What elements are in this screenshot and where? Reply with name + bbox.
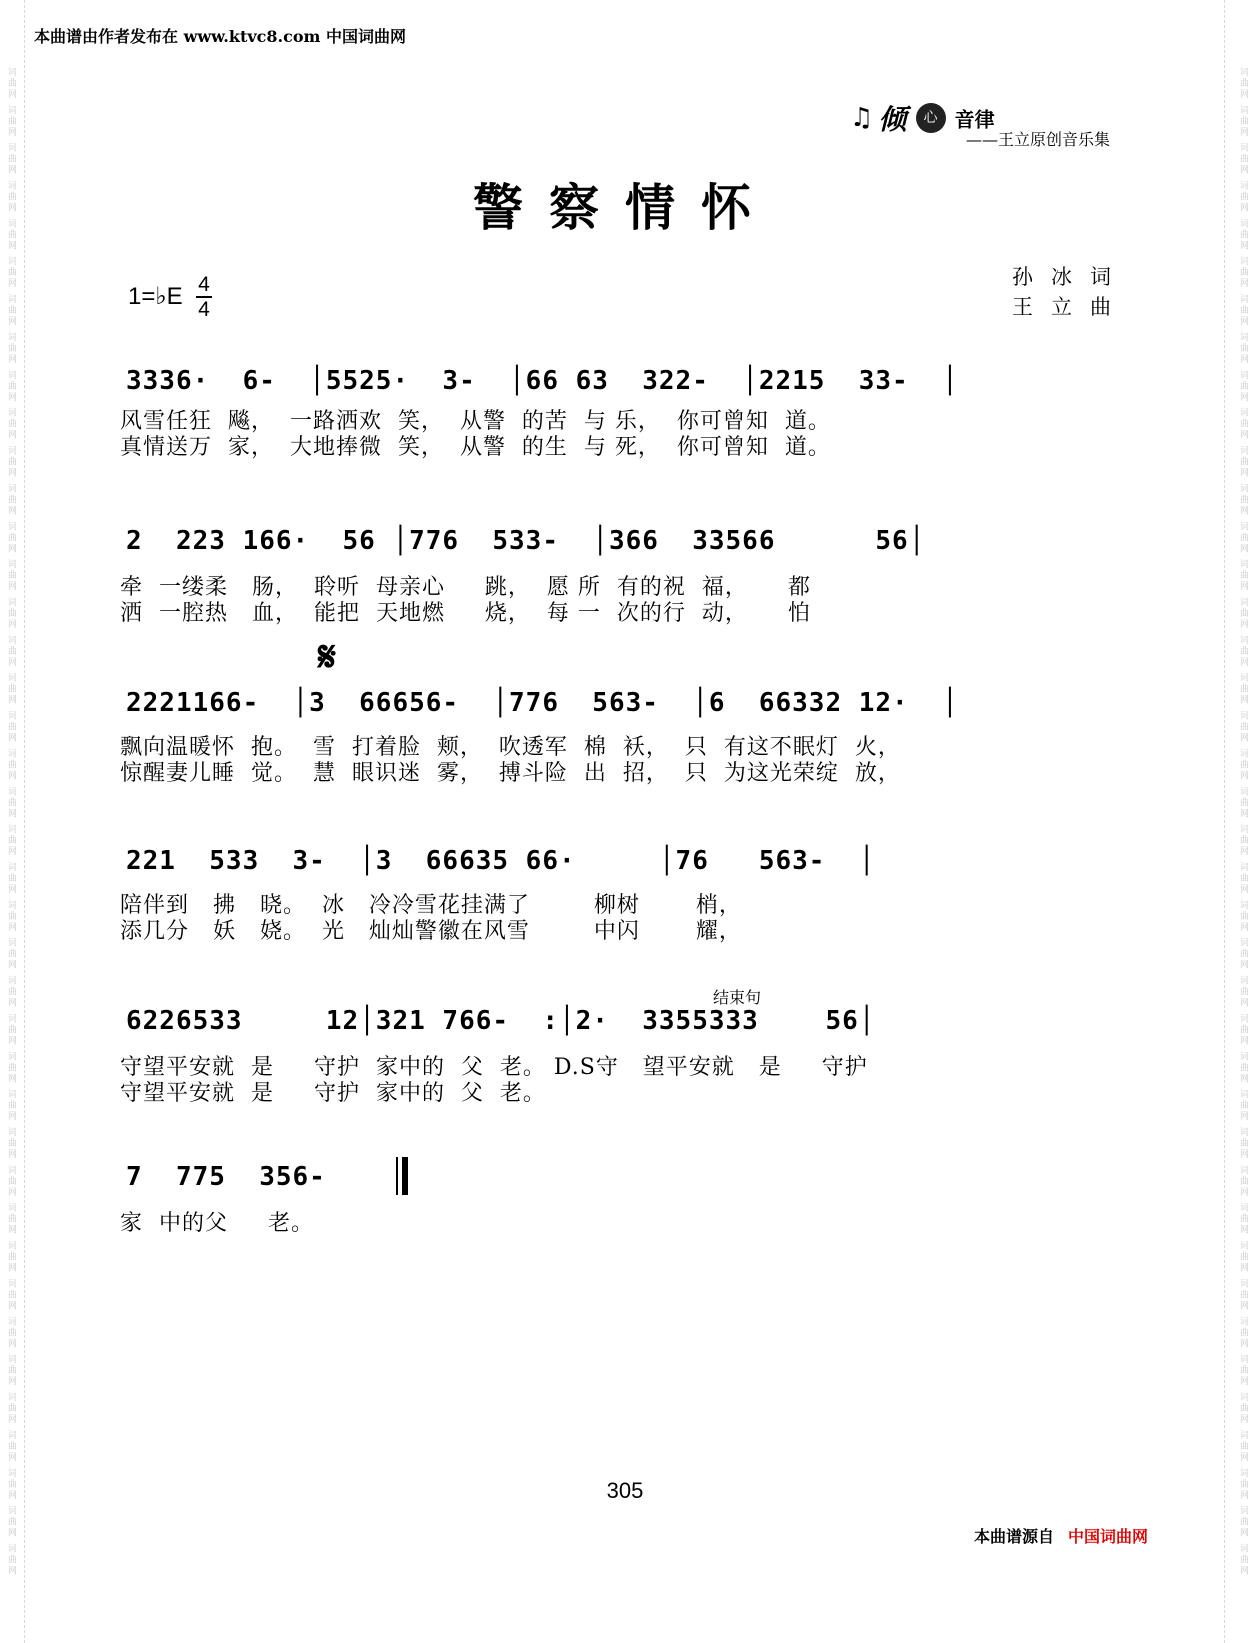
time-signature <box>196 274 212 320</box>
notation-line: 221 533 3- │3 66635 66· │76 563- │ <box>126 846 876 876</box>
lyric-verse-1: 飘向温暖怀 抱。 雪 打着脸 颊， 吹透军 棉 袄， 只 有这不眠灯 火， <box>120 735 901 760</box>
lyricist: 孙冰词 <box>1012 265 1129 289</box>
notation-line: 3336· 6- │5525· 3- │66 63 322- │2215 33- │ <box>126 366 959 396</box>
time-signature-top: 4 <box>198 273 210 296</box>
left-watermark: 词曲网 词曲网 词曲网 词曲网 词曲网 词曲网 词曲网 词曲网 词曲网 词曲网 词曲网 词曲网 词曲网 词曲网 词曲网 词曲网 词曲网 词曲网 词曲网 词曲网 词曲网 词曲网 词曲网 词曲网 词曲网 词曲网 词曲网 词曲网 词曲网 词曲网 词曲网 词曲网 词曲网 词曲网 词曲网 词曲网 词曲网 词曲网 词曲网 词曲网 <box>6 66 16 1577</box>
lyric-verse-2: 守望平安就 是 守护 家中的 父 老。 <box>120 1081 546 1106</box>
lyric-verse-1: 家 中的父 老。 <box>120 1211 314 1236</box>
final-barline <box>396 1157 408 1195</box>
heart-badge: 心 <box>916 103 946 133</box>
collection-subtitle: ——王立原创音乐集 <box>966 130 1111 149</box>
left-margin-rule <box>24 0 26 1643</box>
lyric-verse-2: 洒 一腔热 血， 能把 天地燃 烧， 每 一 次的行 动， 怕 <box>120 601 811 626</box>
lyric-verse-1: 风雪任狂 飚， 一路洒欢 笑， 从警 的苦 与 乐， 你可曾知 道。 <box>120 409 831 434</box>
notation-line: 2 223 166· 56 │776 533- │366 33566 56│ <box>126 526 926 556</box>
publish-note: 本曲谱由作者发布在 www.ktvc8.com 中国词曲网 <box>34 27 406 46</box>
song-title: 警察情怀 <box>473 178 777 237</box>
source-label: 本曲谱源自 <box>974 1527 1055 1546</box>
lyric-verse-1: 陪伴到 拂 晓。 冰 冷冷雪花挂满了 柳树 梢， <box>120 893 742 918</box>
credits <box>1012 262 1129 322</box>
key-signature: 1=♭E <box>128 283 183 310</box>
segno-sign: 𝄋 <box>318 632 337 681</box>
music-note-icon: ♫ <box>850 103 874 133</box>
time-signature-bottom: 4 <box>198 298 210 321</box>
lyric-verse-1: 守望平安就 是 守护 家中的 父 老。 D.S守 望平安就 是 守护 <box>120 1055 868 1080</box>
notation-line: 7 775 356- <box>126 1162 326 1192</box>
lyric-verse-1: 牵 一缕柔 肠， 聆听 母亲心 跳， 愿 所 有的祝 福， 都 <box>120 575 811 600</box>
lyric-verse-2: 添几分 妖 娆。 光 灿灿警徽在风雪 中闪 耀， <box>120 919 742 944</box>
page-number: 305 <box>606 1478 644 1503</box>
lyric-verse-2: 惊醒妻儿睡 觉。 慧 眼识迷 雾， 搏斗险 出 招， 只 为这光荣绽 放， <box>120 761 901 786</box>
right-margin-rule <box>1224 0 1226 1643</box>
collection-rhythm: 音律 <box>954 107 995 132</box>
source-note <box>974 1524 1148 1547</box>
notation-line: 2221166- │3 66656- │776 563- │6 66332 12· │ <box>126 688 959 718</box>
notation-line: 6226533 12│321 766- :│2· 3355333 56│ <box>126 1006 876 1036</box>
composer: 王立曲 <box>1012 295 1129 319</box>
right-watermark: 词曲网 词曲网 词曲网 词曲网 词曲网 词曲网 词曲网 词曲网 词曲网 词曲网 词曲网 词曲网 词曲网 词曲网 词曲网 词曲网 词曲网 词曲网 词曲网 词曲网 词曲网 词曲网 词曲网 词曲网 词曲网 词曲网 词曲网 词曲网 词曲网 词曲网 词曲网 词曲网 词曲网 词曲网 词曲网 词曲网 词曲网 词曲网 词曲网 词曲网 <box>1238 66 1248 1577</box>
lyric-verse-2: 真情送万 家， 大地捧微 笑， 从警 的生 与 死， 你可曾知 道。 <box>120 435 831 460</box>
collection-brand: 倾 <box>878 103 907 136</box>
source-site-link[interactable]: 中国词曲网 <box>1068 1527 1149 1546</box>
ending-label: 结束句 <box>713 988 762 1007</box>
